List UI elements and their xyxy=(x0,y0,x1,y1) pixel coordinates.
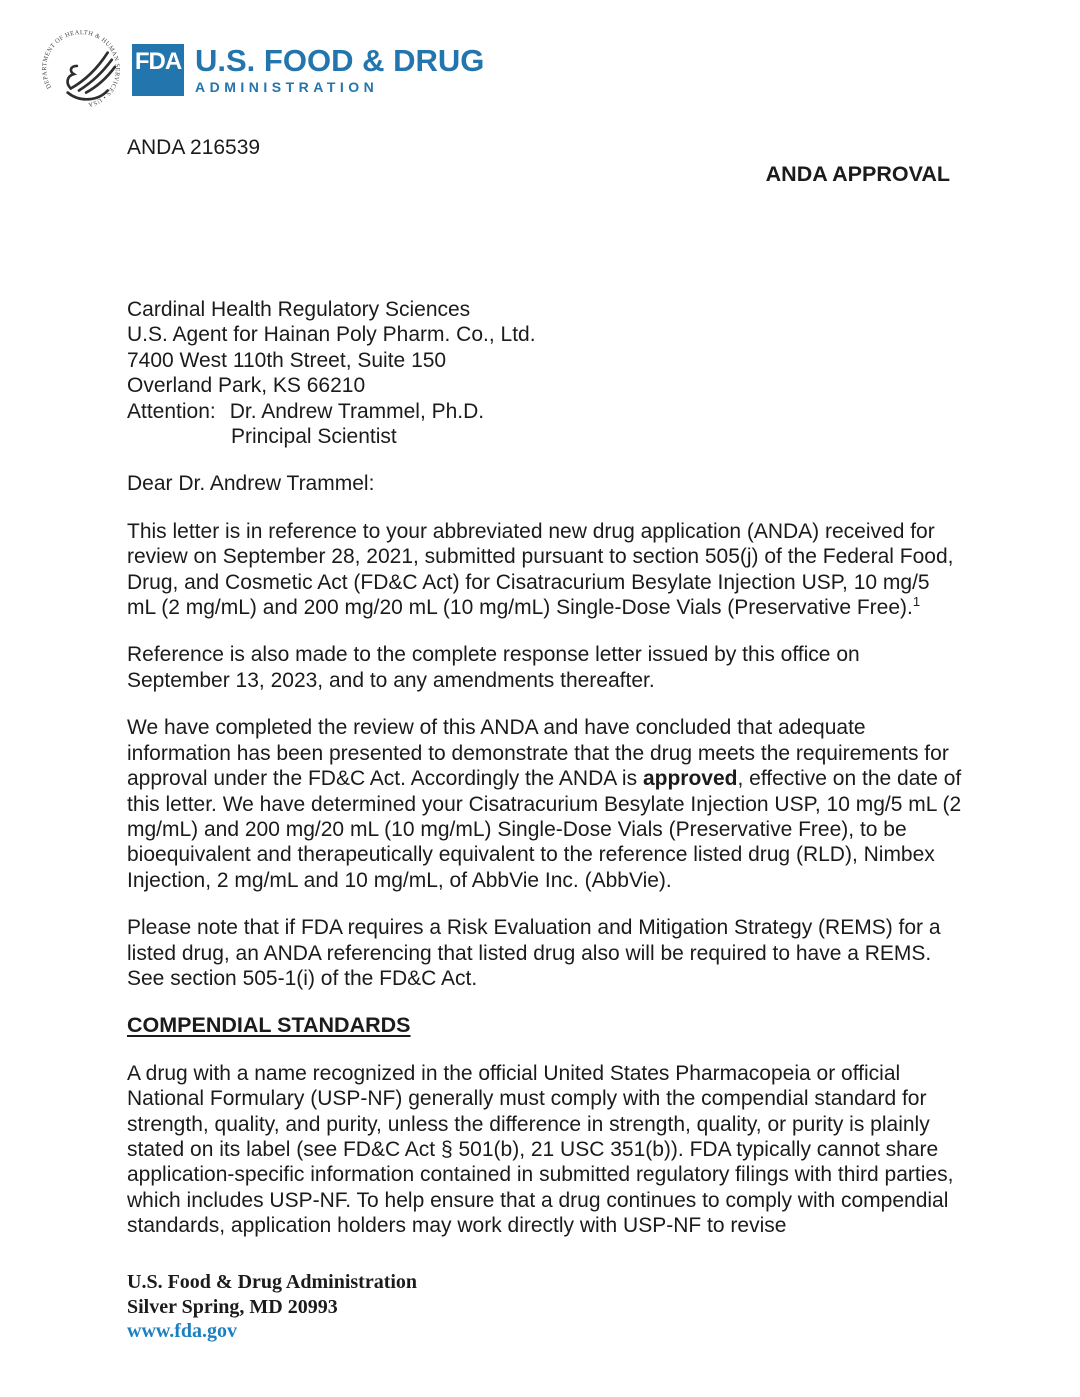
paragraph-approval-before: We have completed the review of this ANDA and have concluded that adequate information has been presented to demonstrate that the drug meets the requirements for approval under the FD&C Act. Accordingly the ANDA is xyxy=(127,716,949,791)
approved-emphasis: approved xyxy=(642,767,738,791)
paragraph-complete-response: Reference is also made to the complete response letter issued by this office on September 13, 2023, and to any amendments thereafter. xyxy=(127,643,860,692)
fda-wordmark-line2: ADMINISTRATION xyxy=(195,78,379,95)
hhs-seal-icon xyxy=(40,28,122,110)
attention-name: Dr. Andrew Trammel, Ph.D. xyxy=(229,399,485,423)
fda-logo xyxy=(132,44,484,96)
paragraph-reference-text: This letter is in reference to your abbreviated new drug application (ANDA) received for review on September 28, 2021, submitted pursuant to section 505(j) of the Federal Food, Drug, and Cosmetic Act (FD&C Act) for Cisatracurium Besylate Injection USP, 10 mg/5 mL (2 mg/mL) and 200 mg/20 mL (10 mg/mL) Single-Dose Vials (Preservative Free). xyxy=(127,519,954,620)
paragraph-approval-after: , effective on the date of this letter. We have determined your Cisatracurium Besylate Injection USP, 10 mg/5 mL (2 mg/mL) and 200 mg/20 mL (10 mg/mL) Single-Dose Vials (Preservative Free), to be bioequivalent and therapeutically equivalent to the reference listed drug (RLD), Nimbex Injection, 2 mg/mL and 10 mg/mL, of AbbVie Inc. (AbbVie). xyxy=(127,767,962,892)
paragraph-rems: Please note that if FDA requires a Risk Evaluation and Mitigation Strategy (REMS) for a listed drug, an ANDA referencing that listed drug also will be required to have a REMS. See section 505-1(i) of the FD&C Act. xyxy=(127,916,941,990)
fda-logo-box: FDA xyxy=(132,44,184,96)
recipient-line: Cardinal Health Regulatory Sciences xyxy=(127,298,471,321)
attention-line xyxy=(127,399,963,424)
letter-body xyxy=(127,297,963,1239)
approval-label: ANDA APPROVAL xyxy=(765,162,950,186)
fda-wordmark-line1: U.S. FOOD & DRUG xyxy=(195,42,485,78)
page-footer xyxy=(127,1270,417,1344)
footer-website-link[interactable]: www.fda.gov xyxy=(127,1320,238,1342)
hhs-eagle-icon xyxy=(68,53,115,100)
attention-title: Principal Scientist xyxy=(231,425,397,449)
paragraph-approval xyxy=(127,715,963,893)
hhs-seal-text: DEPARTMENT OF HEALTH & HUMAN SERVICES • USA xyxy=(41,29,121,109)
attention-label: Attention: xyxy=(127,399,216,423)
salutation: Dear Dr. Andrew Trammel: xyxy=(127,472,375,496)
recipient-line: Overland Park, KS 66210 xyxy=(127,374,366,398)
footnote-marker: 1 xyxy=(912,594,921,610)
recipient-address-block xyxy=(127,297,963,449)
anda-number: ANDA 216539 xyxy=(127,136,261,159)
paragraph-compendial: A drug with a name recognized in the official United States Pharmacopeia or official National Formulary (USP-NF) generally must comply with the compendial standard for strength, quality, and purity, unless the difference in strength, quality, or purity is plainly stated on its label (see FD&C Act § 501(b), 21 USC 351(b)). FDA typically cannot share application-specific information contained in submitted regulatory filings with third parties, which includes USP-NF. To help ensure that a drug continues to comply with compendial standards, application holders may work directly with USP-NF to revise xyxy=(127,1061,954,1238)
letterhead xyxy=(40,28,1080,110)
footer-org: U.S. Food & Drug Administration xyxy=(127,1271,418,1293)
paragraph-reference xyxy=(127,519,963,621)
recipient-line: U.S. Agent for Hainan Poly Pharm. Co., Ltd. xyxy=(127,323,536,347)
section-heading-compendial-standards: COMPENDIAL STANDARDS xyxy=(127,1013,411,1038)
recipient-line: 7400 West 110th Street, Suite 150 xyxy=(127,348,447,372)
footer-address: Silver Spring, MD 20993 xyxy=(127,1295,338,1318)
